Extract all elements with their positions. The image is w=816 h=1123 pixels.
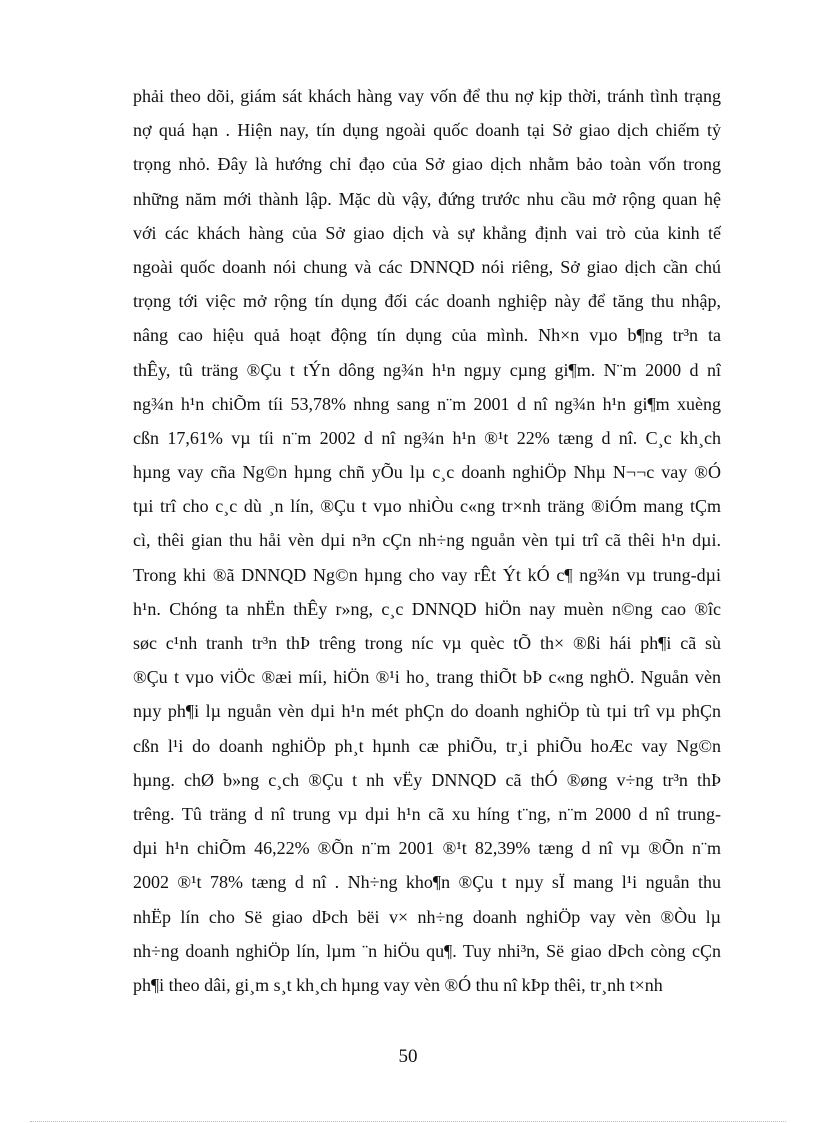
text-line: trọng tới việc mở rộng tín dụng đối các doanh nghiệp này để tăng thu nhập, (133, 291, 721, 312)
text-line: ngoài quốc doanh nói chung và các DNNQD nói riêng, Sở giao dịch cần chú (133, 256, 721, 277)
text-line: cßn l¹i do doanh nghiÖp ph¸t hµnh cæ phiÕu, tr¸i phiÕu hoÆc vay Ng©n (133, 735, 721, 756)
text-line: søc c¹nh tranh tr³n thÞ trêng trong níc vµ quèc tÕ th× ®ßi hái ph¶i cã sù (133, 633, 721, 653)
text-line: nµy ph¶i lµ nguån vèn dµi h¹n mét phÇn do doanh nghiÖp tù tµi trî vµ phÇn (133, 701, 721, 722)
text-line: nợ quá hạn . Hiện nay, tín dụng ngoài quốc doanh tại Sở giao dịch chiếm tỷ (133, 120, 721, 141)
text-line: thÊy, tû träng ®Çu t tÝn dông ng¾n h¹n ngµy cµng gi¶m. N¨m 2000 d nî (133, 359, 721, 380)
text-line: với các khách hàng của Sở giao dịch và sự khẳng định vai trò của kinh tế (133, 222, 721, 243)
text-line: tµi trî cho c¸c dù ¸n lín, ®Çu t vµo nhiÒu c«ng tr×nh träng ®iÓm mang tÇm (133, 496, 721, 517)
text-line: dµi h¹n chiÕm 46,22% ®Õn n¨m 2001 ®¹t 82,39% tæng d nî vµ ®Õn n¨m (133, 838, 721, 859)
page-bottom-border (30, 1121, 786, 1122)
text-line: nh÷ng doanh nghiÖp lín, lµm ¨n hiÖu qu¶. Tuy nhi³n, Së giao dÞch còng cÇn (133, 940, 721, 961)
page-number: 50 (398, 1046, 418, 1067)
text-line: ®Çu t vµo viÖc ®æi míi, hiÖn ®¹i ho¸ trang thiÕt bÞ c«ng nghÖ. Nguån vèn (133, 667, 721, 688)
text-line: nhËp lín cho Së giao dÞch bëi v× nh÷ng doanh nghiÖp vay vèn ®Òu lµ (133, 906, 721, 927)
text-line: cßn 17,61% vµ tíi n¨m 2002 d nî ng¾n h¹n ®¹t 22% tæng d nî. C¸c kh¸ch (133, 427, 721, 448)
text-line: Trong khi ®ã DNNQD Ng©n hµng cho vay rÊt Ýt kÓ c¶ ng¾n vµ trung-dµi (133, 564, 721, 585)
text-line: cì, thêi gian thu håi vèn dµi n³n cÇn nh÷ng nguån vèn tµi trî cã thêi h¹n dµi. (133, 530, 721, 551)
body-text (133, 79, 721, 1002)
text-line: trọng nhỏ. Đây là hướng chỉ đạo của Sở giao dịch nhằm bảo toàn vốn trong (133, 154, 721, 175)
text-line: trêng. Tû träng d nî trung vµ dµi h¹n cã xu híng t¨ng, n¨m 2000 d nî trung- (133, 803, 721, 824)
text-line: hµng vay cña Ng©n hµng chñ yÕu lµ c¸c doanh nghiÖp Nhµ N¬¬c vay ®Ó (133, 462, 721, 483)
text-line: h¹n. Chóng ta nhËn thÊy r»ng, c¸c DNNQD hiÖn nay muèn n©ng cao ®îc (133, 598, 721, 619)
text-line: ng¾n h¹n chiÕm tíi 53,78% nhng sang n¨m 2001 d nî ng¾n h¹n gi¶m xuèng (133, 393, 721, 414)
text-line: những năm mới thành lập. Mặc dù vậy, đứng trước nhu cầu mở rộng quan hệ (133, 188, 721, 209)
text-line: hµng. chØ b»ng c¸ch ®Çu t nh vËy DNNQD cã thÓ ®øng v÷ng tr³n thÞ (133, 769, 721, 790)
text-line: phải theo dõi, giám sát khách hàng vay vốn để thu nợ kịp thời, tránh tình trạng (133, 86, 721, 106)
text-line: ph¶i theo dâi, gi¸m s¸t kh¸ch hµng vay vèn ®Ó thu nî kÞp thêi, tr¸nh t×nh (133, 974, 663, 995)
text-line: nâng cao hiệu quả hoạt động tín dụng của mình. Nh×n vµo b¶ng tr³n ta (133, 325, 721, 346)
text-line: 2002 ®¹t 78% tæng d nî . Nh÷ng kho¶n ®Çu t nµy sÏ mang l¹i nguån thu (133, 872, 721, 893)
